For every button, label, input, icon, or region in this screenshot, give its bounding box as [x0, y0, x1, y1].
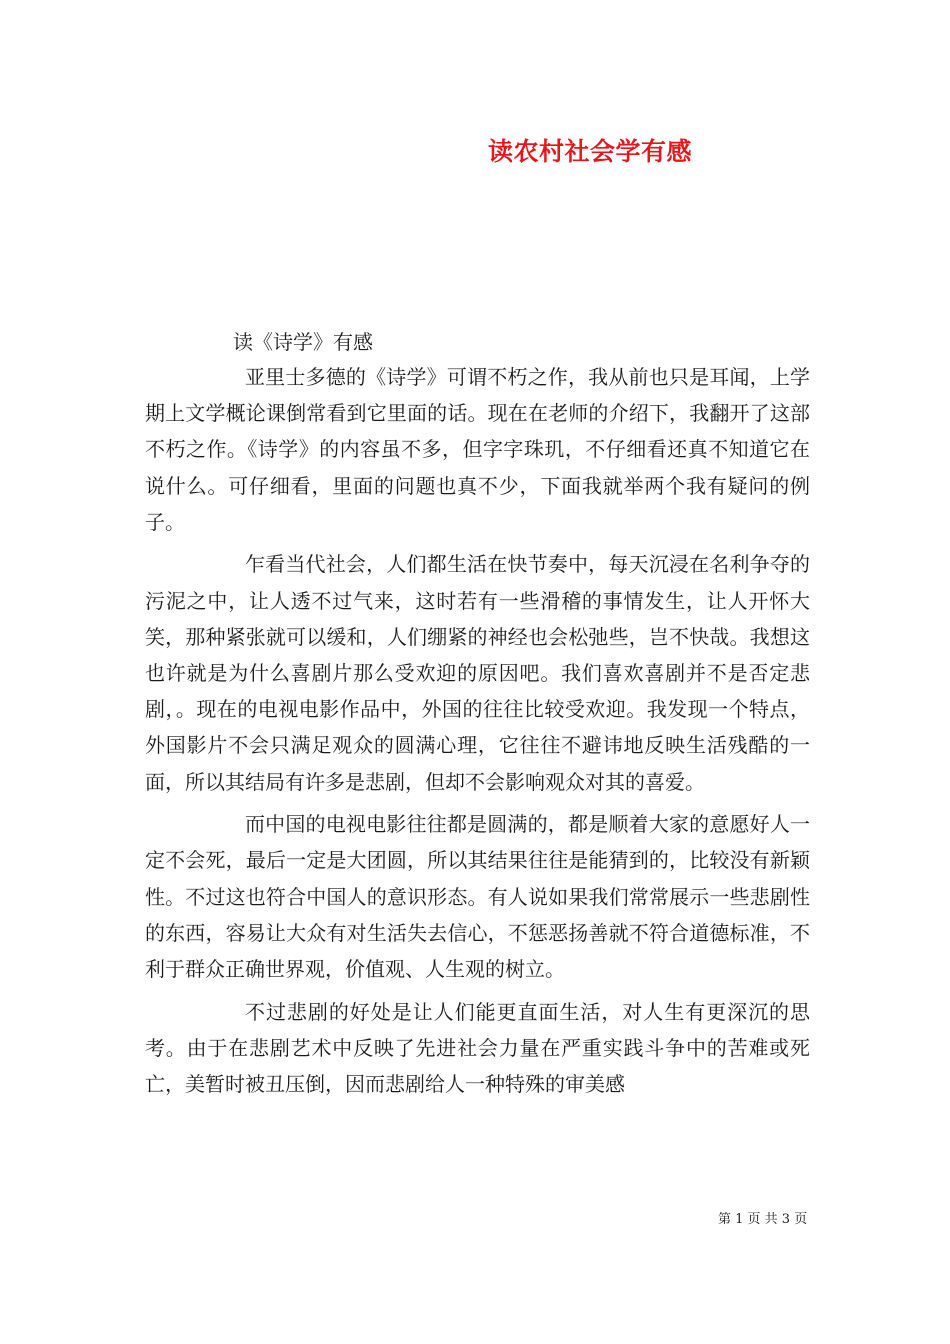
paragraph-3: 而中国的电视电影往往都是圆满的，都是顺着大家的意愿好人一定不会死，最后一定是大团圆，所以其结果往往是能猜到的，比较没有新颖性。不过这也符合中国人的意识形态。有人说如果我们常常展示一些悲剧性的东西，容易让大众有对生活失去信心，不惩恶扬善就不符合道德标准，不利于群众正确世界观，价值观、人生观的树立。 — [145, 812, 810, 982]
paragraph-1: 亚里士多德的《诗学》可谓不朽之作，我从前也只是耳闻，上学期上文学概论课倒常看到它里面的话。现在在老师的介绍下，我翻开了这部不朽之作。《诗学》的内容虽不多，但字字珠玑，不仔细看还真不知道它在说什么。可仔细看，里面的问题也真不少，下面我就举两个我有疑问的例子。 — [145, 365, 810, 534]
page-number: 第 1 页 共 3 页 — [718, 1212, 808, 1227]
article-body — [145, 359, 810, 1102]
document-title: 读农村社会学有感 — [488, 137, 693, 166]
article-subtitle: 读《诗学》有感 — [233, 330, 373, 354]
paragraph-2: 乍看当代社会，人们都生活在快节奏中，每天沉浸在名利争夺的污泥之中，让人透不过气来，这时若有一些滑稽的事情发生，让人开怀大笑，那种紧张就可以缓和，人们绷紧的神经也会松弛些，岂不快哉。我想这也许就是为什么喜剧片那么受欢迎的原因吧。我们喜欢喜剧并不是否定悲剧，。现在的电视电影作品中，外国的往往比较受欢迎。我发现一个特点，外国影片不会只满足观众的圆满心理，它往往不避讳地反映生活残酷的一面，所以其结局有许多是悲剧，但却不会影响观众对其的喜爱。 — [145, 552, 810, 794]
paragraph-4: 不过悲剧的好处是让人们能更直面生活，对人生有更深沉的思考。由于在悲剧艺术中反映了先进社会力量在严重实践斗争中的苦难或死亡，美暂时被丑压倒，因而悲剧给人一种特殊的审美感 — [145, 999, 810, 1097]
